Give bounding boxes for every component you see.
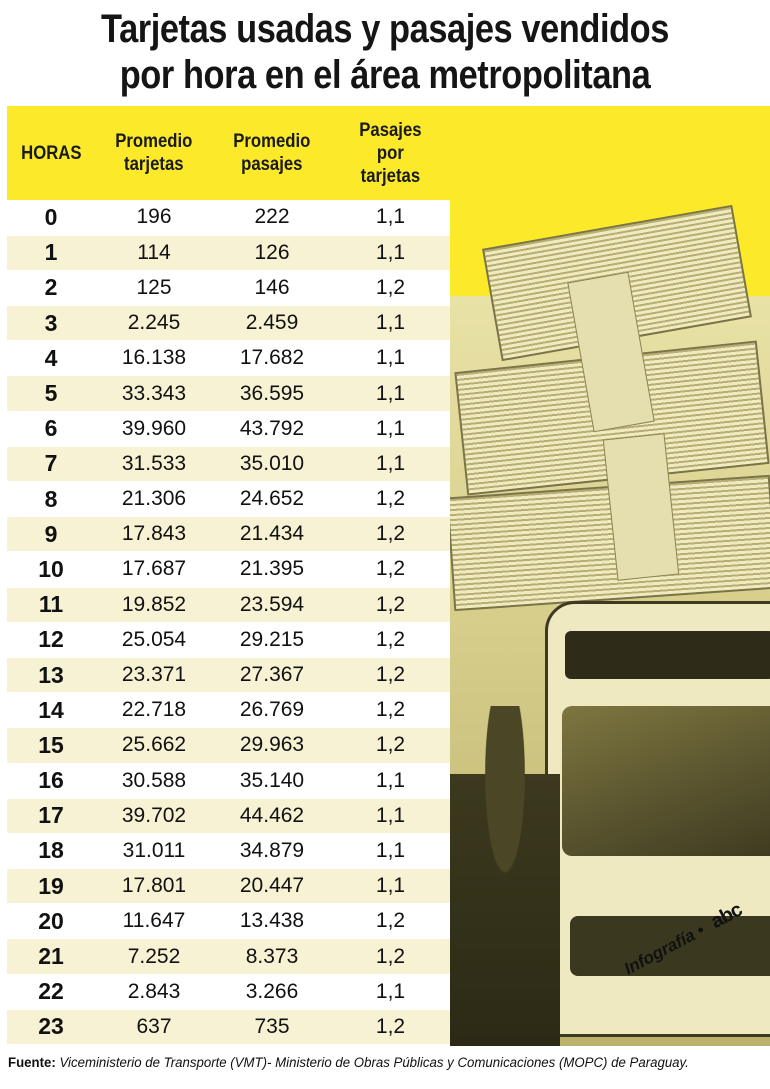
cell-fares-per-card: 1,2 — [331, 517, 450, 552]
cell-avg-cards: 31.533 — [95, 446, 213, 481]
cell-avg-fares: 3.266 — [213, 974, 331, 1009]
passengers-silhouette — [450, 706, 560, 1046]
bus-windshield — [562, 706, 770, 856]
cell-avg-cards: 2.245 — [95, 306, 213, 341]
cell-hour: 10 — [7, 552, 95, 587]
cell-fares-per-card: 1,1 — [331, 974, 450, 1009]
source-note — [8, 1055, 753, 1070]
cell-avg-cards: 39.702 — [95, 798, 213, 833]
cell-hour: 5 — [7, 376, 95, 411]
table-row — [7, 270, 450, 305]
bus-destination-sign — [565, 631, 770, 679]
hourly-data-table — [7, 106, 450, 1045]
table-row — [7, 763, 450, 798]
header-hours: HORAS — [20, 142, 82, 164]
cell-avg-fares: 13.438 — [213, 904, 331, 939]
cell-avg-cards: 22.718 — [95, 693, 213, 728]
cell-avg-fares: 146 — [213, 270, 331, 305]
table-row — [7, 693, 450, 728]
table-row — [7, 552, 450, 587]
cell-hour: 23 — [7, 1009, 95, 1044]
header-avg-fares: Promedio pasajes — [233, 131, 311, 175]
cell-fares-per-card: 1,2 — [331, 939, 450, 974]
page-title — [54, 6, 716, 98]
table-row — [7, 798, 450, 833]
cell-avg-fares: 43.792 — [213, 411, 331, 446]
cell-avg-fares: 29.215 — [213, 622, 331, 657]
table-row — [7, 833, 450, 868]
cell-fares-per-card: 1,2 — [331, 552, 450, 587]
cell-avg-fares: 126 — [213, 235, 331, 270]
cell-hour: 4 — [7, 341, 95, 376]
table-header-row — [7, 106, 450, 200]
table-row — [7, 587, 450, 622]
table-row — [7, 869, 450, 904]
cell-fares-per-card: 1,1 — [331, 306, 450, 341]
table-row — [7, 411, 450, 446]
cell-avg-cards: 2.843 — [95, 974, 213, 1009]
table-row — [7, 482, 450, 517]
cell-avg-fares: 27.367 — [213, 657, 331, 692]
cell-fares-per-card: 1,2 — [331, 587, 450, 622]
table-row — [7, 1009, 450, 1044]
cell-hour: 17 — [7, 798, 95, 833]
cell-fares-per-card: 1,1 — [331, 235, 450, 270]
header-fares-per-card: Pasajes por tarjetas — [359, 119, 422, 187]
infographic-credit: Infografía • abc — [620, 898, 746, 979]
title-line-2: por hora en el área metropolitana — [119, 53, 651, 97]
cell-avg-fares: 20.447 — [213, 869, 331, 904]
cell-avg-cards: 11.647 — [95, 904, 213, 939]
table-row — [7, 622, 450, 657]
cell-avg-cards: 21.306 — [95, 482, 213, 517]
cell-fares-per-card: 1,2 — [331, 622, 450, 657]
cell-hour: 3 — [7, 306, 95, 341]
cell-hour: 8 — [7, 482, 95, 517]
cell-avg-cards: 114 — [95, 235, 213, 270]
cell-fares-per-card: 1,2 — [331, 728, 450, 763]
cell-fares-per-card: 1,2 — [331, 904, 450, 939]
cell-avg-cards: 17.687 — [95, 552, 213, 587]
source-label: Fuente: — [8, 1055, 56, 1070]
table-row — [7, 235, 450, 270]
table-row — [7, 341, 450, 376]
cell-avg-fares: 2.459 — [213, 306, 331, 341]
cell-hour: 12 — [7, 622, 95, 657]
cell-avg-cards: 637 — [95, 1009, 213, 1044]
cell-hour: 22 — [7, 974, 95, 1009]
cell-avg-cards: 7.252 — [95, 939, 213, 974]
cell-hour: 7 — [7, 446, 95, 481]
cell-avg-cards: 125 — [95, 270, 213, 305]
table-row — [7, 200, 450, 235]
header-avg-cards: Promedio tarjetas — [115, 131, 193, 175]
cell-fares-per-card: 1,1 — [331, 798, 450, 833]
cell-hour: 14 — [7, 693, 95, 728]
cell-avg-fares: 735 — [213, 1009, 331, 1044]
cell-hour: 2 — [7, 270, 95, 305]
cell-avg-cards: 16.138 — [95, 341, 213, 376]
cell-avg-fares: 8.373 — [213, 939, 331, 974]
cell-hour: 20 — [7, 904, 95, 939]
table-row — [7, 728, 450, 763]
cell-avg-fares: 26.769 — [213, 693, 331, 728]
cell-avg-fares: 21.434 — [213, 517, 331, 552]
cell-fares-per-card: 1,2 — [331, 1009, 450, 1044]
table-row — [7, 974, 450, 1009]
cell-avg-cards: 25.662 — [95, 728, 213, 763]
cell-avg-cards: 19.852 — [95, 587, 213, 622]
source-text: Viceministerio de Transporte (VMT)- Ministerio de Obras Públicas y Comunicaciones (MOPC) de Paraguay. — [59, 1055, 689, 1070]
table-row — [7, 657, 450, 692]
cell-avg-fares: 35.140 — [213, 763, 331, 798]
cell-fares-per-card: 1,2 — [331, 657, 450, 692]
cell-avg-cards: 31.011 — [95, 833, 213, 868]
cell-fares-per-card: 1,1 — [331, 833, 450, 868]
table-row — [7, 904, 450, 939]
cell-hour: 0 — [7, 200, 95, 235]
cell-avg-fares: 44.462 — [213, 798, 331, 833]
cell-fares-per-card: 1,1 — [331, 869, 450, 904]
cell-avg-fares: 36.595 — [213, 376, 331, 411]
cell-avg-fares: 222 — [213, 200, 331, 235]
cell-fares-per-card: 1,1 — [331, 411, 450, 446]
cell-fares-per-card: 1,2 — [331, 693, 450, 728]
cell-avg-fares: 29.963 — [213, 728, 331, 763]
credit-label: Infografía — [620, 925, 699, 979]
cell-avg-fares: 34.879 — [213, 833, 331, 868]
cell-avg-cards: 39.960 — [95, 411, 213, 446]
cell-avg-fares: 35.010 — [213, 446, 331, 481]
cell-avg-cards: 25.054 — [95, 622, 213, 657]
cell-hour: 13 — [7, 657, 95, 692]
cell-fares-per-card: 1,1 — [331, 446, 450, 481]
cell-avg-fares: 23.594 — [213, 587, 331, 622]
cell-avg-fares: 17.682 — [213, 341, 331, 376]
table-row — [7, 446, 450, 481]
cell-avg-cards: 17.801 — [95, 869, 213, 904]
cell-fares-per-card: 1,1 — [331, 376, 450, 411]
table-row — [7, 517, 450, 552]
cell-avg-cards: 30.588 — [95, 763, 213, 798]
cell-hour: 1 — [7, 235, 95, 270]
cell-fares-per-card: 1,1 — [331, 763, 450, 798]
table-body — [7, 200, 450, 1045]
cell-fares-per-card: 1,2 — [331, 270, 450, 305]
cell-avg-cards: 23.371 — [95, 657, 213, 692]
table-row — [7, 376, 450, 411]
table-row — [7, 306, 450, 341]
cell-hour: 15 — [7, 728, 95, 763]
cell-avg-cards: 17.843 — [95, 517, 213, 552]
cell-hour: 21 — [7, 939, 95, 974]
cell-hour: 9 — [7, 517, 95, 552]
hourly-data-table-container — [7, 106, 450, 1045]
abc-logo: abc — [707, 898, 746, 934]
cell-avg-cards: 196 — [95, 200, 213, 235]
cell-hour: 11 — [7, 587, 95, 622]
cell-fares-per-card: 1,1 — [331, 341, 450, 376]
cell-hour: 6 — [7, 411, 95, 446]
cell-fares-per-card: 1,1 — [331, 200, 450, 235]
cell-fares-per-card: 1,2 — [331, 482, 450, 517]
cell-hour: 18 — [7, 833, 95, 868]
cell-avg-fares: 21.395 — [213, 552, 331, 587]
title-line-1: Tarjetas usadas y pasajes vendidos — [101, 7, 669, 51]
cell-hour: 16 — [7, 763, 95, 798]
cell-avg-fares: 24.652 — [213, 482, 331, 517]
cell-hour: 19 — [7, 869, 95, 904]
cell-avg-cards: 33.343 — [95, 376, 213, 411]
table-row — [7, 939, 450, 974]
